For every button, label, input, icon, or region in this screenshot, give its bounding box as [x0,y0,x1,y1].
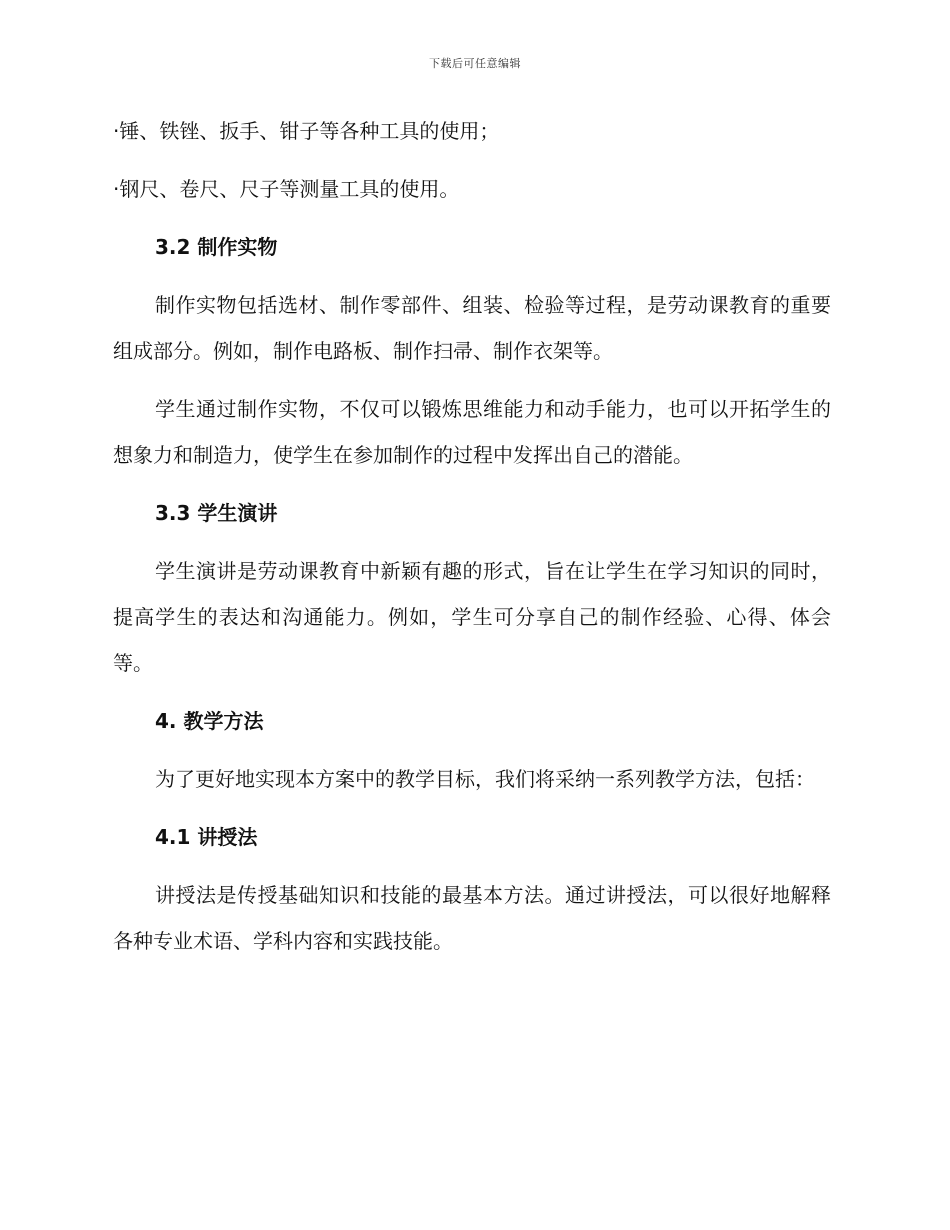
section-heading-4: 4. 教学方法 [155,709,264,733]
paragraph-4-1: 讲授法是传授基础知识和技能的最基本方法。通过讲授法，可以很好地解释各种专业术语、学科内容和实践技能。 [113,883,831,953]
paragraph-3-3: 学生演讲是劳动课教育中新颖有趣的形式，旨在让学生在学习知识的同时，提高学生的表达和沟通能力。例如，学生可分享自己的制作经验、心得、体会等。 [113,559,831,675]
section-heading-4-1: 4.1 讲授法 [155,825,258,849]
bullet-item-measuring-tools: ·钢尺、卷尺、尺子等测量工具的使用。 [113,177,460,201]
section-heading-3-2: 3.2 制作实物 [155,235,278,259]
bullet-item-tools: ·锤、铁锉、扳手、钳子等各种工具的使用； [113,119,500,143]
document-body [113,108,831,964]
page-header: 下载后可任意编辑 [429,57,521,70]
paragraph-4: 为了更好地实现本方案中的教学目标，我们将采纳一系列教学方法，包括： [155,767,815,791]
paragraph-3-2-a: 制作实物包括选材、制作零部件、组装、检验等过程，是劳动课教育的重要组成部分。例如，制作电路板、制作扫帚、制作衣架等。 [113,293,831,363]
section-heading-3-3: 3.3 学生演讲 [155,501,278,525]
paragraph-3-2-b: 学生通过制作实物，不仅可以锻炼思维能力和动手能力，也可以开拓学生的想象力和制造力，使学生在参加制作的过程中发挥出自己的潜能。 [113,397,831,467]
